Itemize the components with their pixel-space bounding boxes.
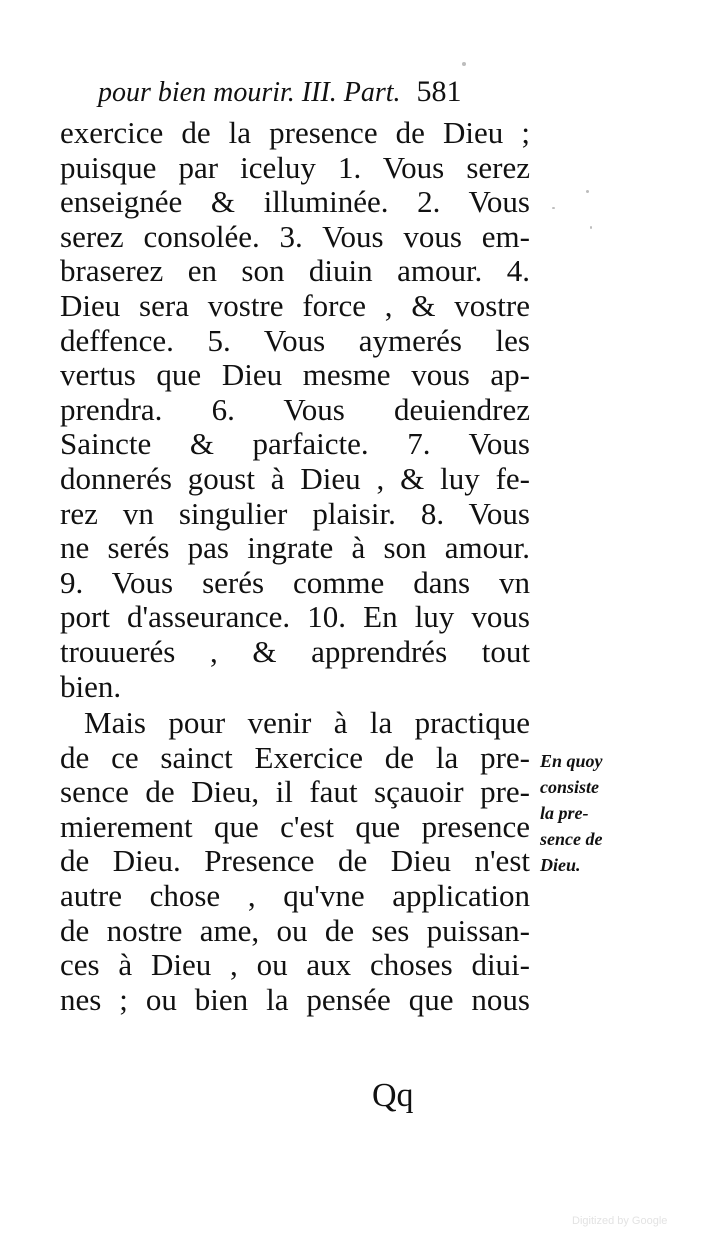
text-line: prendra. 6. Vous deuiendrez xyxy=(60,391,530,427)
text-line: Saincte & parfaicte. 7. Vous xyxy=(60,426,530,462)
ink-speck xyxy=(462,62,466,66)
text-line: de ce sainct Exercice de la pre- xyxy=(60,739,530,775)
text-line: autre chose , qu'vne application xyxy=(60,878,530,914)
ink-speck xyxy=(590,226,592,229)
ink-speck xyxy=(552,207,555,209)
text-line: nes ; ou bien la pensée que nous xyxy=(60,981,530,1017)
paragraph-start-line: Mais pour venir à la practique xyxy=(84,705,530,741)
text-line: trouuerés , & apprendrés tout xyxy=(60,633,530,669)
text-line: exercice de la presence de Dieu ; xyxy=(60,115,530,150)
text-line: mierement que c'est que presence xyxy=(60,808,530,844)
body-text xyxy=(60,116,530,1017)
text-line: ces à Dieu , ou aux choses diui- xyxy=(60,947,530,983)
text-line: sence de Dieu, il faut sçauoir pre- xyxy=(60,774,530,810)
text-line: de nostre ame, ou de ses puissan- xyxy=(60,912,530,948)
marginal-note-line: Dieu. xyxy=(540,855,581,875)
text-line: enseignée & illuminée. 2. Vous xyxy=(60,184,530,220)
text-line: rez vn singulier plaisir. 8. Vous xyxy=(60,495,530,531)
signature-mark: Qq xyxy=(372,1077,414,1114)
text-line: puisque par iceluy 1. Vous serez xyxy=(60,149,530,185)
marginal-note-line: En quoy xyxy=(540,751,603,771)
page-number: 581 xyxy=(416,75,462,108)
text-line: Dieu sera vostre force , & vostre xyxy=(60,287,530,323)
running-head xyxy=(98,70,538,114)
text-line: de Dieu. Presence de Dieu n'est xyxy=(60,843,530,879)
text-line: deffence. 5. Vous aymerés les xyxy=(60,322,530,358)
marginal-note-line: la pre- xyxy=(540,803,589,823)
text-line: bien. xyxy=(60,668,122,704)
marginal-note-line: sence de xyxy=(540,829,603,849)
text-line: port d'asseurance. 10. En luy vous xyxy=(60,599,530,635)
text-line: donnerés goust à Dieu , & luy fe- xyxy=(60,460,530,496)
marginal-note-line: consiste xyxy=(540,777,600,797)
running-head-title: pour bien mourir. III. Part. xyxy=(98,77,401,108)
text-line: ne serés pas ingrate à son amour. xyxy=(60,530,530,566)
text-line: 9. Vous serés comme dans vn xyxy=(60,564,530,600)
text-line: braserez en son diuin amour. 4. xyxy=(60,253,530,289)
ink-speck xyxy=(586,190,589,193)
text-line: vertus que Dieu mesme vous ap- xyxy=(60,357,530,393)
watermark: Digitized by Google xyxy=(572,1215,668,1227)
text-line: serez consolée. 3. Vous vous em- xyxy=(60,218,530,254)
marginal-note xyxy=(540,748,650,878)
